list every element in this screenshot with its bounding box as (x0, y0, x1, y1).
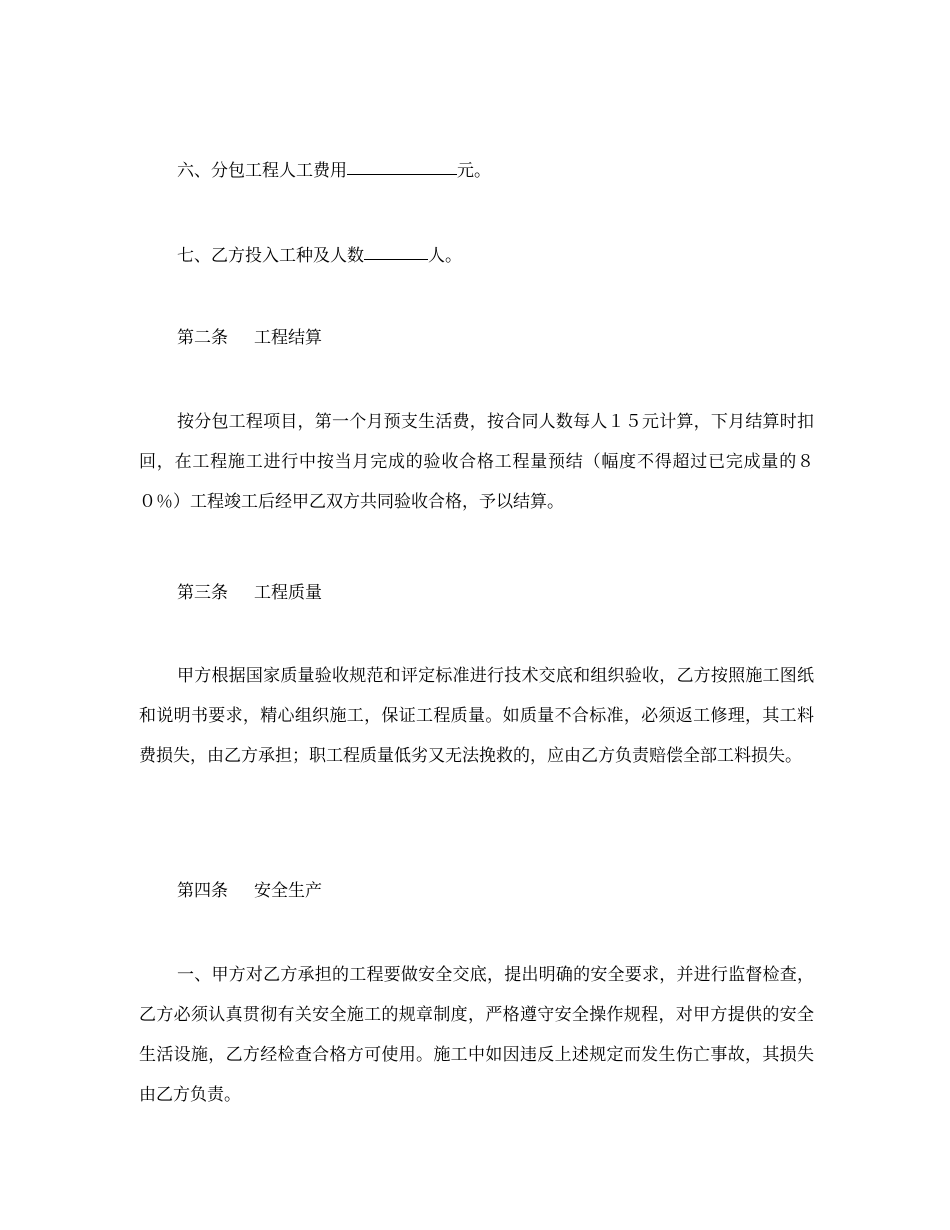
item-6-suffix: 元。 (457, 161, 491, 181)
item-7 (177, 242, 462, 267)
article-3-number: 第三条 (177, 583, 228, 603)
article-3-paragraph: 甲方根据国家质量验收规范和评定标准进行技术交底和组织验收，乙方按照施工图纸和说明书要求，精心组织施工，保证工程质量。如质量不合标准，必须返工修理，其工料费损失，由乙方承担；职工程质量低劣又无法挽救的，应由乙方负责赔偿全部工料损失。 (139, 666, 814, 766)
article-2-number: 第二条 (177, 328, 228, 348)
article-4-paragraph: 一、甲方对乙方承担的工程要做安全交底，提出明确的安全要求，并进行监督检查，乙方必须认真贯彻有关安全施工的规章制度，严格遵守安全操作规程，对甲方提供的安全生活设施，乙方经检查合格方可使用。施工中如因违反上述规定而发生伤亡事故，其损失由乙方负责。 (139, 965, 814, 1105)
item-7-suffix: 人。 (428, 246, 462, 266)
item-6-blank (347, 156, 457, 175)
article-2-heading (177, 327, 322, 349)
article-4-number: 第四条 (177, 881, 228, 901)
article-4-heading (177, 880, 322, 902)
article-4-title: 安全生产 (254, 881, 322, 901)
item-7-blank (364, 241, 428, 260)
item-6-text: 六、分包工程人工费用 (177, 161, 347, 181)
item-7-text: 七、乙方投入工种及人数 (177, 246, 364, 266)
article-3-title: 工程质量 (254, 583, 322, 603)
item-6 (177, 157, 491, 182)
article-2-paragraph: 按分包工程项目，第一个月预支生活费，按合同人数每人１５元计算，下月结算时扣回，在工程施工进行中按当月完成的验收合格工程量预结（幅度不得超过已完成量的８０％）工程竣工后经甲乙双方共同验收合格，予以结算。 (139, 412, 814, 512)
article-2-title: 工程结算 (254, 328, 322, 348)
article-3-heading (177, 582, 322, 604)
